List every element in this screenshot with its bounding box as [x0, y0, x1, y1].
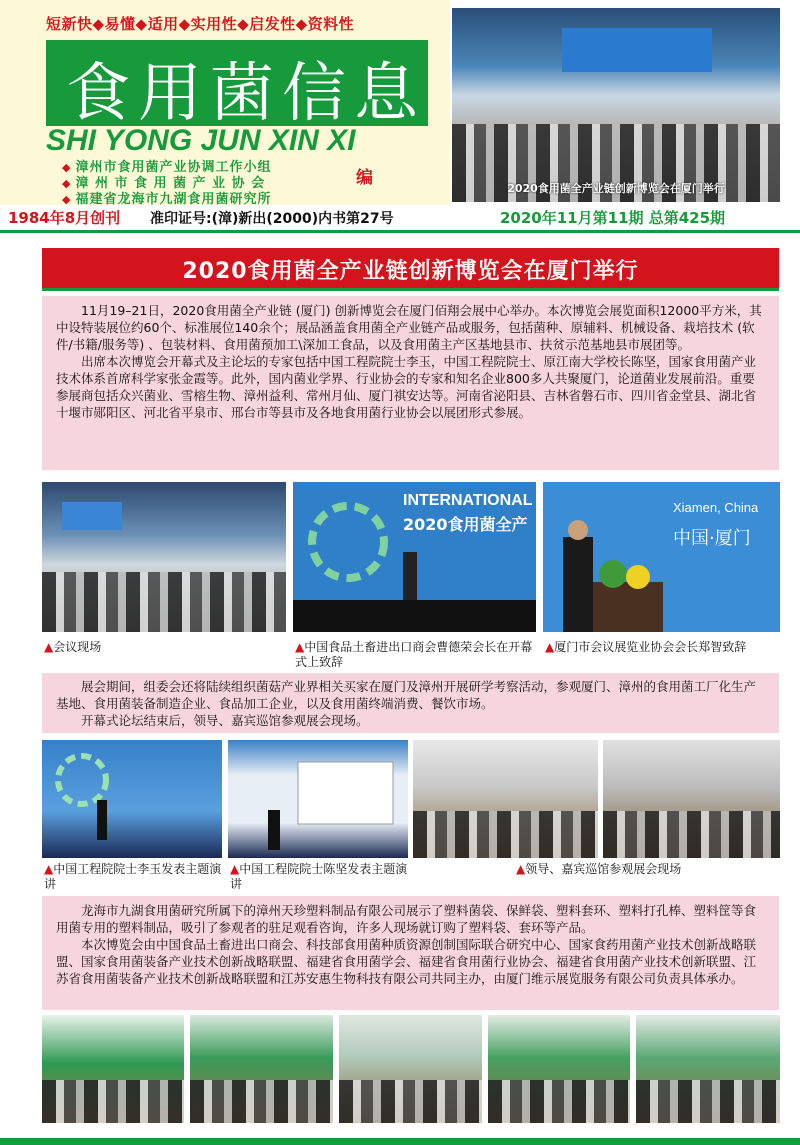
stage-graphic	[42, 740, 222, 858]
paragraph: 开幕式论坛结束后，领导、嘉宾巡馆参观展会现场。	[81, 713, 369, 728]
visitor-shapes	[603, 811, 780, 858]
photo-chen-jian-speech	[228, 740, 408, 858]
photo-booth-2	[190, 1015, 333, 1123]
slide-screen-graphic	[228, 740, 408, 858]
publisher-line-2: ◆ 漳 州 市 食 用 菌 产 业 协 会	[62, 172, 265, 191]
header-divider	[0, 230, 800, 233]
publisher-line-3: ◆ 福建省龙海市九湖食用菌研究所	[62, 188, 271, 207]
red-triangle-icon: ▲	[545, 640, 555, 654]
top-photo-caption: 2020食用菌全产业链创新博览会在厦门举行	[507, 182, 725, 195]
caption-text: 中国食品土畜进出口商会曹德荣会长在开幕式上致辞	[295, 640, 533, 669]
photo-li-yu-speech	[42, 740, 222, 858]
caption-association-speech	[545, 640, 780, 655]
visitor-shapes	[413, 811, 598, 858]
red-triangle-icon: ▲	[516, 862, 526, 876]
headline-text: 2020食用菌全产业链创新博览会在厦门举行	[182, 259, 639, 284]
caption-touring-hall	[516, 862, 776, 877]
red-triangle-icon: ▲	[295, 640, 305, 654]
stage-screen	[62, 502, 122, 530]
red-triangle-icon: ▲	[44, 862, 54, 876]
caption-conference-venue	[44, 640, 284, 655]
photo-booth-3	[339, 1015, 482, 1123]
newsletter-title: 食用菌信息	[66, 57, 426, 131]
caption-chen-jian	[230, 862, 410, 892]
caption-opening-speech	[295, 640, 540, 670]
photo-opening-speech	[293, 482, 536, 632]
screen-text-international: INTERNATIONAL	[403, 492, 533, 509]
editor-label: 编	[356, 168, 373, 188]
screen-text-china-xiamen: 中国·厦门	[673, 528, 751, 549]
footer-divider	[0, 1138, 800, 1145]
caption-text: 中国工程院院士陈坚发表主题演讲	[230, 862, 408, 891]
photo-booth-5	[636, 1015, 780, 1123]
caption-li-yu	[44, 862, 224, 892]
photo-booth-1	[42, 1015, 184, 1123]
paragraph: 展会期间，组委会还将陆续组织菌菇产业界相关买家在厦门及漳州开展研学考察活动，参观厦门、漳州的食用菌工厂化生产基地、食用菌装备制造企业、食品加工企业，以及食用菌终端消费、餐饮市场。	[56, 679, 757, 711]
caption-text: 厦门市会议展览业协会会长郑智致辞	[554, 640, 747, 654]
audience-shapes	[42, 572, 286, 632]
newsletter-title-pinyin: SHI YONG JUN XIN XI	[46, 124, 356, 157]
visitor-shapes	[42, 1080, 184, 1123]
screen-text-expo: 2020食用菌全产	[403, 515, 528, 534]
screen-text-xiamen: Xiamen, China	[673, 500, 759, 515]
visitor-shapes	[190, 1080, 333, 1123]
photo-touring-hall-2	[603, 740, 780, 858]
caption-text: 中国工程院院士李玉发表主题演讲	[44, 862, 222, 891]
caption-text: 领导、嘉宾巡馆参观展会现场	[525, 862, 682, 876]
red-triangle-icon: ▲	[44, 640, 54, 654]
issue-number: 2020年11月第11期 总第425期	[500, 209, 726, 227]
paragraph: 11月19–21日，2020食用菌全产业链 (厦门) 创新博览会在厦门佰翔会展中心举办。本次博览会展览面积12000平方米，其中设特装展位约60个、标准展位140余个；展品涵盖食用菌全产业链产品或服务，包括菌种、原辅料、机械设备、栽培技术 (软件/书籍/服务等) 、包装材料、食用菌预加工\深加工食品，以及食用菌主产区基地县市、扶贫示范基地县市展团等。	[56, 303, 762, 352]
visitor-shapes	[488, 1080, 630, 1123]
founded-date: 1984年8月创刊	[8, 209, 121, 227]
print-permit: 准印证号:(漳)新出(2000)内书第27号	[150, 211, 394, 227]
paragraph: 龙海市九湖食用菌研究所属下的漳州天珍塑料制品有限公司展示了塑料菌袋、保鲜袋、塑料套环、塑料打孔棒、塑料筐等食用菌专用的塑料制品，吸引了参观者的驻足观看咨询，许多人现场就订购了塑料袋、套环等产品。	[56, 903, 757, 935]
visitor-shapes	[339, 1080, 482, 1123]
stage-screen	[562, 28, 712, 72]
visitor-shapes	[636, 1080, 780, 1123]
caption-text: 会议现场	[53, 640, 102, 654]
publisher-line-1: ◆ 漳州市食用菌产业协调工作小组	[62, 156, 271, 175]
masthead-slogan: 短新快◆易懂◆适用◆实用性◆启发性◆资料性	[46, 15, 355, 33]
paragraph: 出席本次博览会开幕式及主论坛的专家包括中国工程院院士李玉，中国工程院院士、原江南大学校长陈坚，国家食用菌产业技术体系首席科学家张金霞等。此外，国内菌业学界、行业协会的专家和知名企业800多人共聚厦门，论道菌业发展前沿。重要参展商包括众兴菌业、雪榕生物、漳州益利、常州月仙、厦门祺安达等。河南省泌阳县、吉林省磐石市、四川省金堂县、湖北省十堰市郧阳区、河北省平泉市、邢台市等县市及各地食用菌行业协会以展团形式参展。	[56, 354, 757, 420]
photo-booth-4	[488, 1015, 630, 1123]
photo-touring-hall-1	[413, 740, 598, 858]
article-text-block-3	[42, 896, 779, 1010]
photo-conference-venue	[42, 482, 286, 632]
red-triangle-icon: ▲	[230, 862, 240, 876]
photo-association-speech	[543, 482, 780, 632]
paragraph: 本次博览会由中国食品土畜进出口商会、科技部食用菌种质资源创制国际联合研究中心、国家食药用菌产业技术创新战略联盟、国家食用菌装备产业技术创新战略联盟、福建省食用菌学会、福建省食用菌行业协会、福建省食用菌产业技术创新联盟、江苏省食用菌装备产业技术创新战略联盟和江苏安惠生物科技有限公司共同主办，由厦门维示展览服务有限公司负责具体承办。	[56, 937, 757, 986]
headline-banner	[42, 248, 779, 291]
top-photo-expo-hall	[452, 8, 780, 202]
article-text-block-2	[42, 673, 779, 733]
article-text-block-1	[42, 296, 779, 470]
